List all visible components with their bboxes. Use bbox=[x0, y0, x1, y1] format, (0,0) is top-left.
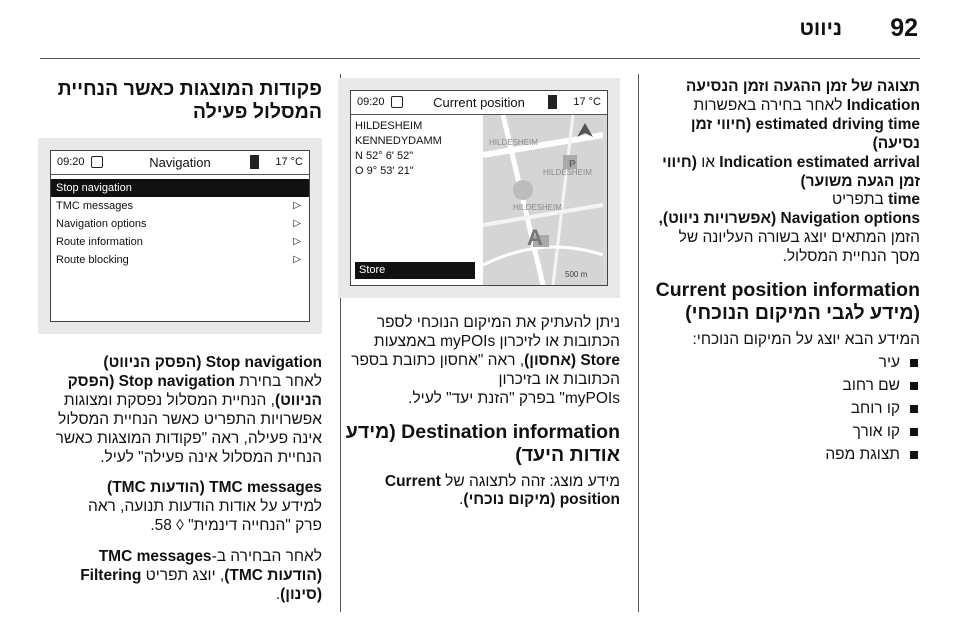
text-line: הכתובות או לזיכרון myPOIs באמצעות bbox=[373, 332, 620, 350]
text-line bbox=[38, 392, 322, 411]
text-line bbox=[338, 491, 620, 510]
map-scale: 500 m bbox=[565, 270, 588, 279]
position-details bbox=[355, 119, 442, 179]
text: לאחר הבחירה ב- bbox=[211, 548, 322, 566]
tmc-filtering-paragraph bbox=[38, 548, 322, 605]
chevron-right-icon: ▷ bbox=[293, 236, 301, 247]
list-item: קו רוחב bbox=[640, 400, 920, 419]
option-translation: (הפסק bbox=[67, 372, 119, 390]
option-name: Navigation options bbox=[780, 210, 920, 228]
navigation-menu-screen bbox=[50, 150, 310, 322]
list-item: שם רחוב bbox=[640, 377, 920, 396]
middle-column bbox=[338, 78, 620, 510]
map-label: HILDESHEIM bbox=[489, 138, 538, 147]
time-indication-line4 bbox=[640, 154, 920, 192]
text-line: אינה פעילה, ראה "פקודות המוצגות כאשר bbox=[55, 429, 322, 447]
navigation-menu-figure bbox=[38, 138, 322, 334]
map-graphic bbox=[483, 115, 603, 285]
menu-label: Stop navigation bbox=[56, 182, 132, 194]
map-label: HILDESHEIM bbox=[513, 203, 562, 212]
chevron-right-icon: ▷ bbox=[293, 218, 301, 229]
menu-item-navigation-options[interactable] bbox=[51, 215, 309, 233]
map-view[interactable] bbox=[483, 115, 607, 285]
current-position-intro: המידע הבא יוצג על המיקום הנוכחי: bbox=[692, 331, 920, 349]
text: מידע מוצג: זהה לתצוגה של bbox=[440, 472, 620, 490]
time-indication-paragraph bbox=[640, 78, 920, 267]
option-translation: (אחסון) bbox=[524, 351, 581, 369]
stop-navigation-heading bbox=[38, 354, 322, 373]
text-line bbox=[38, 586, 322, 605]
chevron-right-icon: ▷ bbox=[293, 254, 301, 265]
text: . bbox=[459, 491, 464, 509]
option-translation: (הפסק הניווט) bbox=[103, 354, 206, 371]
position-info-list bbox=[640, 354, 920, 465]
active-guidance-heading bbox=[38, 78, 322, 124]
temperature: 17 °C bbox=[275, 156, 303, 168]
text-line: הנחיית המסלול אינה פעילה" לעיל. bbox=[100, 448, 322, 466]
store-paragraph bbox=[338, 314, 620, 409]
fuel-icon bbox=[548, 95, 557, 109]
time-indication-line7: הזמן המתאים יוצג בשורה העליונה של bbox=[678, 229, 920, 247]
map-label: HILDESHEIM bbox=[543, 168, 592, 177]
text-line bbox=[38, 548, 322, 567]
menu-item-tmc-messages[interactable] bbox=[51, 197, 309, 215]
option-translation: (חיווי זמן נסיעה) bbox=[690, 115, 920, 152]
time-indication-line5 bbox=[640, 191, 920, 210]
option-translation: (הודעות TMC) bbox=[224, 567, 322, 585]
column-divider-right bbox=[638, 74, 639, 612]
menu-label: TMC messages bbox=[56, 200, 134, 212]
option-name: Current bbox=[384, 472, 441, 490]
right-column bbox=[640, 78, 920, 469]
tmc-messages-heading bbox=[38, 479, 322, 498]
menu-item-route-blocking[interactable] bbox=[51, 251, 309, 269]
time-indication-title: תצוגה של זמן ההגעה וזמן הנסיעה bbox=[685, 78, 920, 95]
text: בתפריט bbox=[831, 191, 889, 209]
text-line: ניתן להעתיק את המיקום הנוכחי לספר bbox=[376, 314, 620, 331]
heading-line: Destination information (מידע bbox=[345, 420, 620, 443]
time-indication-line6 bbox=[640, 210, 920, 229]
heading-line: אודות היעד) bbox=[515, 443, 620, 466]
menu-item-stop-navigation[interactable] bbox=[51, 179, 309, 197]
option-translation: (אפשרויות ניווט), bbox=[658, 210, 781, 228]
option-name: position (מיקום נוכחי) bbox=[463, 491, 620, 509]
text-line: אפשרויות התפריט כאשר הנחיית המסלול bbox=[58, 410, 322, 428]
screen-status-bar bbox=[351, 91, 607, 115]
option-name: Stop navigation bbox=[205, 354, 322, 371]
menu-label: Route blocking bbox=[56, 254, 129, 266]
page-header bbox=[0, 0, 960, 58]
text: לאחר בחירת bbox=[234, 372, 322, 390]
option-name: time bbox=[888, 191, 920, 209]
heading-line: (מידע לגבי המיקום הנוכחי) bbox=[685, 302, 920, 325]
text: , יוצג תפריט bbox=[141, 567, 225, 585]
option-translation: (סינון) bbox=[280, 585, 322, 603]
position-panel bbox=[351, 115, 607, 285]
section-title: ניווט bbox=[799, 17, 842, 40]
city: HILDESHEIM bbox=[355, 120, 423, 132]
text: , ראה "אחסון כתובת בספר bbox=[351, 351, 525, 369]
text: . bbox=[275, 585, 281, 603]
time-indication-line3 bbox=[640, 116, 920, 154]
clock: 09:20 bbox=[357, 96, 385, 108]
header-divider bbox=[40, 58, 920, 59]
screen-title: Navigation bbox=[149, 155, 211, 170]
text-line: למידע על אודות הודעות תנועה, ראה bbox=[88, 498, 322, 516]
navigation-menu bbox=[51, 175, 309, 269]
option-name: estimated driving time bbox=[755, 115, 920, 133]
page-number: 92 bbox=[890, 14, 918, 42]
text-line: הכתובות או בזיכרון bbox=[498, 370, 620, 388]
temperature: 17 °C bbox=[573, 96, 601, 108]
latitude: N 52° 6' 52" bbox=[355, 150, 414, 162]
time-indication-line8: מסך הנחיית המסלול. bbox=[782, 248, 920, 266]
option-name: Indication bbox=[846, 96, 920, 114]
text: לאחר בחירה באפשרות bbox=[693, 96, 847, 114]
option-name: Stop navigation bbox=[118, 372, 235, 390]
menu-item-route-information[interactable] bbox=[51, 233, 309, 251]
current-position-figure bbox=[338, 78, 620, 298]
text: או bbox=[696, 153, 720, 171]
store-button[interactable]: Store bbox=[355, 262, 475, 279]
text-line bbox=[338, 473, 620, 492]
heading-line: פקודות המוצגות כאשר הנחיית bbox=[57, 78, 322, 100]
tmc-messages-section bbox=[38, 479, 322, 536]
option-translation: הניווט) bbox=[274, 391, 322, 409]
option-translation: (הודעות TMC) bbox=[107, 479, 210, 497]
chevron-right-icon: ▷ bbox=[293, 200, 301, 211]
heading-line: המסלול פעילה bbox=[192, 101, 322, 123]
list-item: תצוגת מפה bbox=[640, 446, 920, 465]
option-name: Filtering bbox=[80, 567, 142, 585]
heading-line: Current position information bbox=[655, 279, 920, 302]
fuel-icon bbox=[250, 155, 259, 169]
text-line: myPOIs" בפרק "הזנת יעד" לעיל. bbox=[408, 389, 620, 407]
list-item: עיר bbox=[640, 354, 920, 373]
option-name: Store bbox=[580, 351, 620, 369]
destination-info-paragraph bbox=[338, 473, 620, 511]
vehicle-position-marker: A bbox=[527, 225, 543, 250]
current-position-screen bbox=[350, 90, 608, 286]
street: KENNEDYDAMM bbox=[355, 135, 442, 147]
destination-info-heading bbox=[338, 421, 620, 467]
poi-marker: P bbox=[569, 159, 576, 170]
option-translation: (חיווי זמן הגעה משוער) bbox=[662, 153, 920, 190]
time-indication-line2 bbox=[640, 97, 920, 116]
option-name: TMC messages bbox=[98, 548, 212, 566]
text: , הנחיית המסלול נפסקת ומצוגות bbox=[63, 391, 275, 409]
text-line: פרק "הנחייה דינמית" ◊ 58. bbox=[150, 517, 322, 535]
stop-navigation-section bbox=[38, 354, 322, 467]
clock: 09:20 bbox=[57, 156, 85, 168]
text-line bbox=[38, 373, 322, 392]
option-name: TMC messages bbox=[209, 479, 322, 497]
list-item: קו אורך bbox=[640, 423, 920, 442]
option-name: Indication estimated arrival bbox=[719, 153, 920, 171]
screen-status-bar bbox=[51, 151, 309, 175]
text-line bbox=[338, 352, 620, 371]
menu-label: Navigation options bbox=[56, 218, 147, 230]
longitude: O 9° 53' 21" bbox=[355, 165, 414, 177]
screen-title: Current position bbox=[433, 95, 525, 110]
left-column bbox=[38, 78, 322, 605]
menu-label: Route information bbox=[56, 236, 143, 248]
text-line bbox=[38, 567, 322, 586]
current-position-heading bbox=[640, 279, 920, 325]
